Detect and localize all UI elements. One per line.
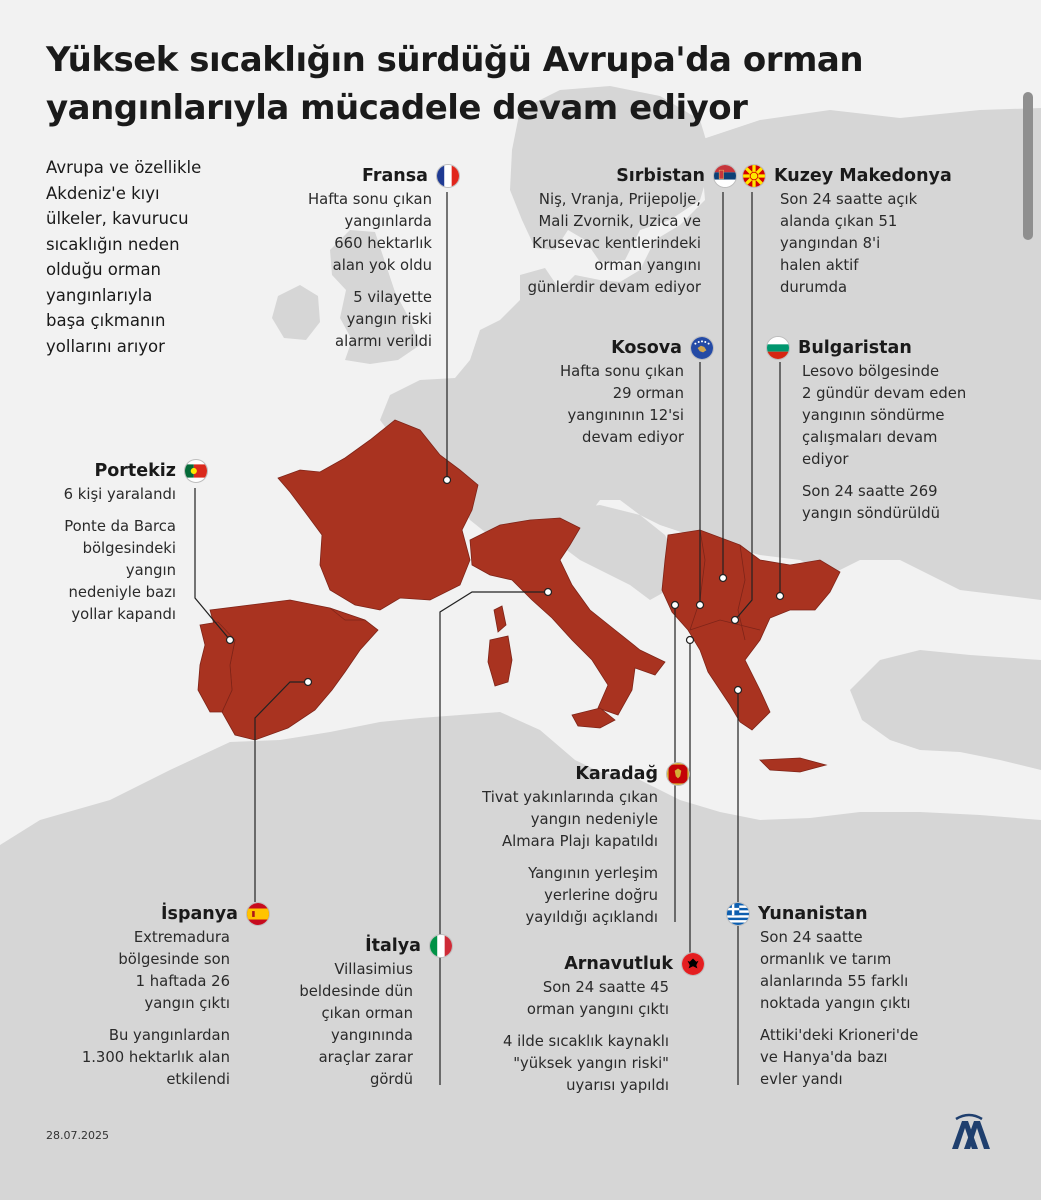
aa-logo-icon xyxy=(948,1113,990,1155)
page-title: Yüksek sıcaklığın sürdüğü Avrupa'da orman yangınlarıyla mücadele devam ediyor xyxy=(46,40,864,128)
flag-portugal-icon xyxy=(184,459,208,483)
info-yunanistan: Yunanistan Son 24 saatte ormanlık ve tarım alanlarında 55 farklı noktada yangın çıktı Attiki'deki Krioneri'de ve Hanya'da bazı evler yandı xyxy=(726,902,966,1101)
country-name: Yunanistan xyxy=(758,904,868,924)
info-italya: İtalya Villasimius beldesinde dün çıkan orman yangınında araçlar zarar gördü xyxy=(270,934,453,1101)
country-name: Portekiz xyxy=(94,461,176,481)
country-name: Sırbistan xyxy=(616,166,705,186)
flag-france-icon xyxy=(436,164,460,188)
country-name: Arnavutluk xyxy=(564,954,673,974)
info-kosova: Kosova Hafta sonu çıkan 29 orman yangınının 12'si devam ediyor xyxy=(500,336,714,459)
info-portekiz: Portekiz 6 kişi yaralandı Ponte da Barca bölgesindeki yangın nedeniyle bazı yollar kapandı xyxy=(30,459,208,636)
intro-text: Avrupa ve özellikle Akdeniz'e kıyı ülkeler, kavurucu sıcaklığın neden olduğu orman yangınlarıyla başa çıkmanın yollarını arıyor xyxy=(46,158,202,356)
country-name: Fransa xyxy=(362,166,428,186)
flag-albania-icon xyxy=(681,952,705,976)
flag-greece-icon xyxy=(726,902,750,926)
info-ispanya: İspanya Extremadura bölgesinde son 1 haftada 26 yangın çıktı Bu yangınlardan 1.300 hektarlık alan etkilendi xyxy=(60,902,270,1101)
info-fransa: Fransa Hafta sonu çıkan yangınlarda 660 hektarlık alan yok oldu 5 vilayette yangın riski alarmı verildi xyxy=(240,164,460,363)
info-sirbistan: Sırbistan Niş, Vranja, Prijepolje, Mali Zvornik, Uzica ve Krusevac kentlerindeki orman yangını günlerdir devam ediyor xyxy=(480,164,737,309)
country-name: Kosova xyxy=(611,338,682,358)
info-karadag: Karadağ Tivat yakınlarında çıkan yangın nedeniyle Almara Plajı kapatıldı Yangının yerleşim yerlerine doğru yayıldığı açıklandı xyxy=(430,762,690,939)
country-name: Karadağ xyxy=(575,764,658,784)
info-bulgaristan: Bulgaristan Lesovo bölgesinde 2 gündür devam eden yangının söndürme çalışmaları devam ediyor Son 24 saatte 269 yangın söndürüldü xyxy=(766,336,1006,535)
country-name: İspanya xyxy=(161,904,238,924)
scrollbar-thumb[interactable] xyxy=(1023,92,1033,240)
flag-montenegro-icon xyxy=(666,762,690,786)
flag-kosovo-icon xyxy=(690,336,714,360)
country-name: İtalya xyxy=(365,936,421,956)
flag-serbia-icon xyxy=(713,164,737,188)
info-arnavutluk: Arnavutluk Son 24 saatte 45 orman yangını çıktı 4 ilde sıcaklık kaynaklı "yüksek yangın riski" uyarısı yapıldı xyxy=(460,952,705,1107)
country-name: Kuzey Makedonya xyxy=(774,166,952,186)
info-kuzey-makedonya: Kuzey Makedonya Son 24 saatte açık alanda çıkan 51 yangından 8'i halen aktif durumda xyxy=(742,164,972,309)
date-label: 28.07.2025 xyxy=(46,1129,109,1142)
flag-italy-icon xyxy=(429,934,453,958)
country-name: Bulgaristan xyxy=(798,338,912,358)
flag-north-macedonia-icon xyxy=(742,164,766,188)
flag-spain-icon xyxy=(246,902,270,926)
flag-bulgaria-icon xyxy=(766,336,790,360)
